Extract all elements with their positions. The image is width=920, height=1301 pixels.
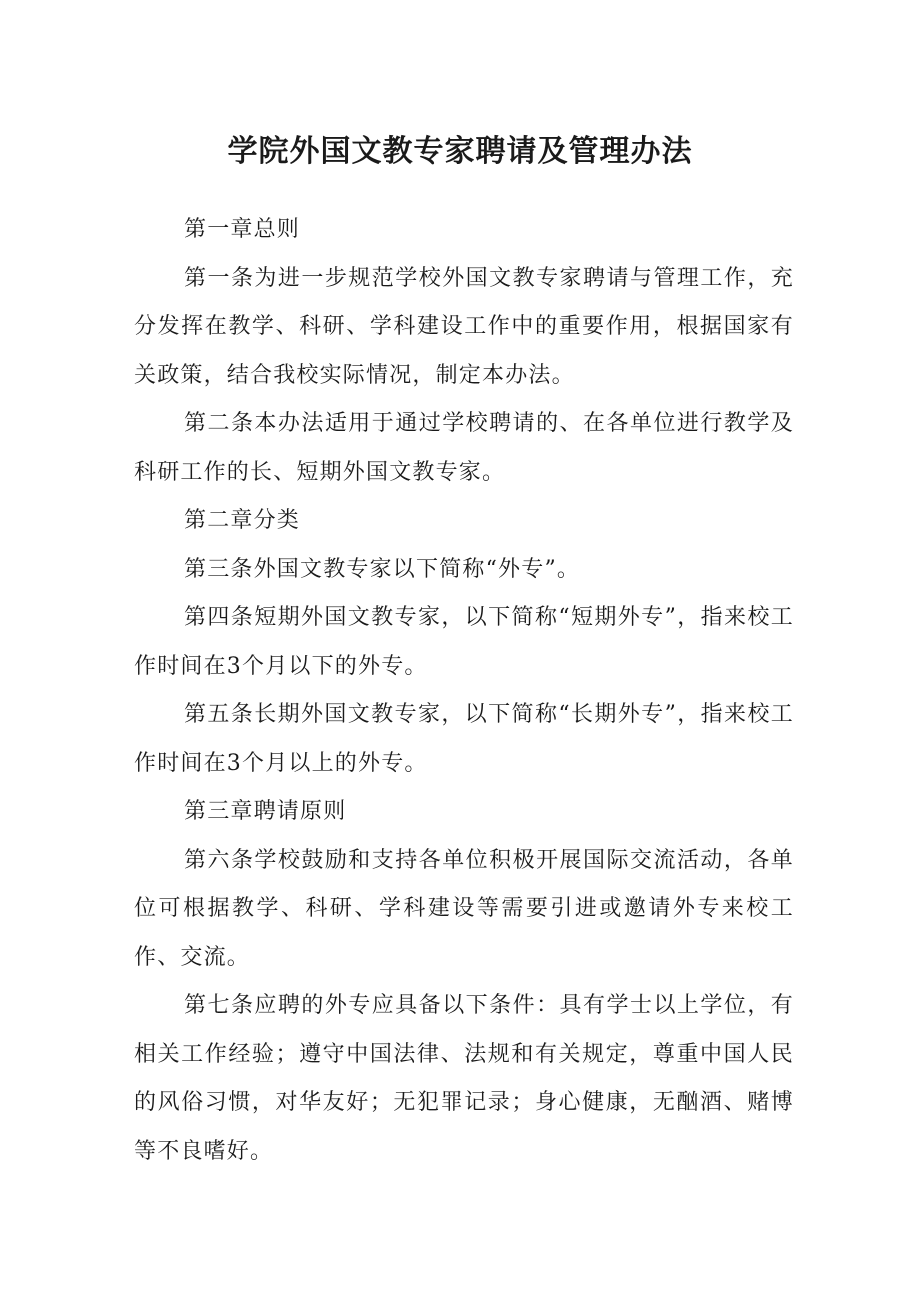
article-3: 第三条外国文教专家以下简称“外专”。 — [184, 556, 581, 582]
article-7: 第七条应聘的外专应具备以下条件：具有学士以上学位，有相关工作经验；遵守中国法律、法规和有关规定，尊重中国人民的风俗习惯，对华友好；无犯罪记录；身心健康，无酗酒、赌博等不良嗜好。 — [134, 993, 794, 1164]
chapter-heading-1: 第一章总则 — [184, 217, 301, 242]
article-2: 第二条本办法适用于通过学校聘请的、在各单位进行教学及科研工作的长、短期外国文教专家。 — [134, 411, 794, 485]
article-1: 第一条为进一步规范学校外国文教专家聘请与管理工作，充分发挥在教学、科研、学科建设工作中的重要作用，根据国家有关政策，结合我校实际情况，制定本办法。 — [134, 265, 794, 388]
article-6: 第六条学校鼓励和支持各单位积极开展国际交流活动，各单位可根据教学、科研、学科建设等需要引进或邀请外专来校工作、交流。 — [134, 847, 794, 970]
chapter-heading-2: 第二章分类 — [184, 508, 301, 533]
document-body — [134, 206, 794, 1176]
article-4: 第四条短期外国文教专家，以下简称“短期外专”，指来校工作时间在3个月以下的外专。 — [134, 605, 794, 679]
article-5: 第五条长期外国文教专家，以下简称“长期外专”，指来校工作时间在3个月以上的外专。 — [134, 702, 794, 776]
document-title: 学院外国文教专家聘请及管理办法 — [227, 134, 693, 169]
chapter-heading-3: 第三章聘请原则 — [184, 799, 347, 824]
